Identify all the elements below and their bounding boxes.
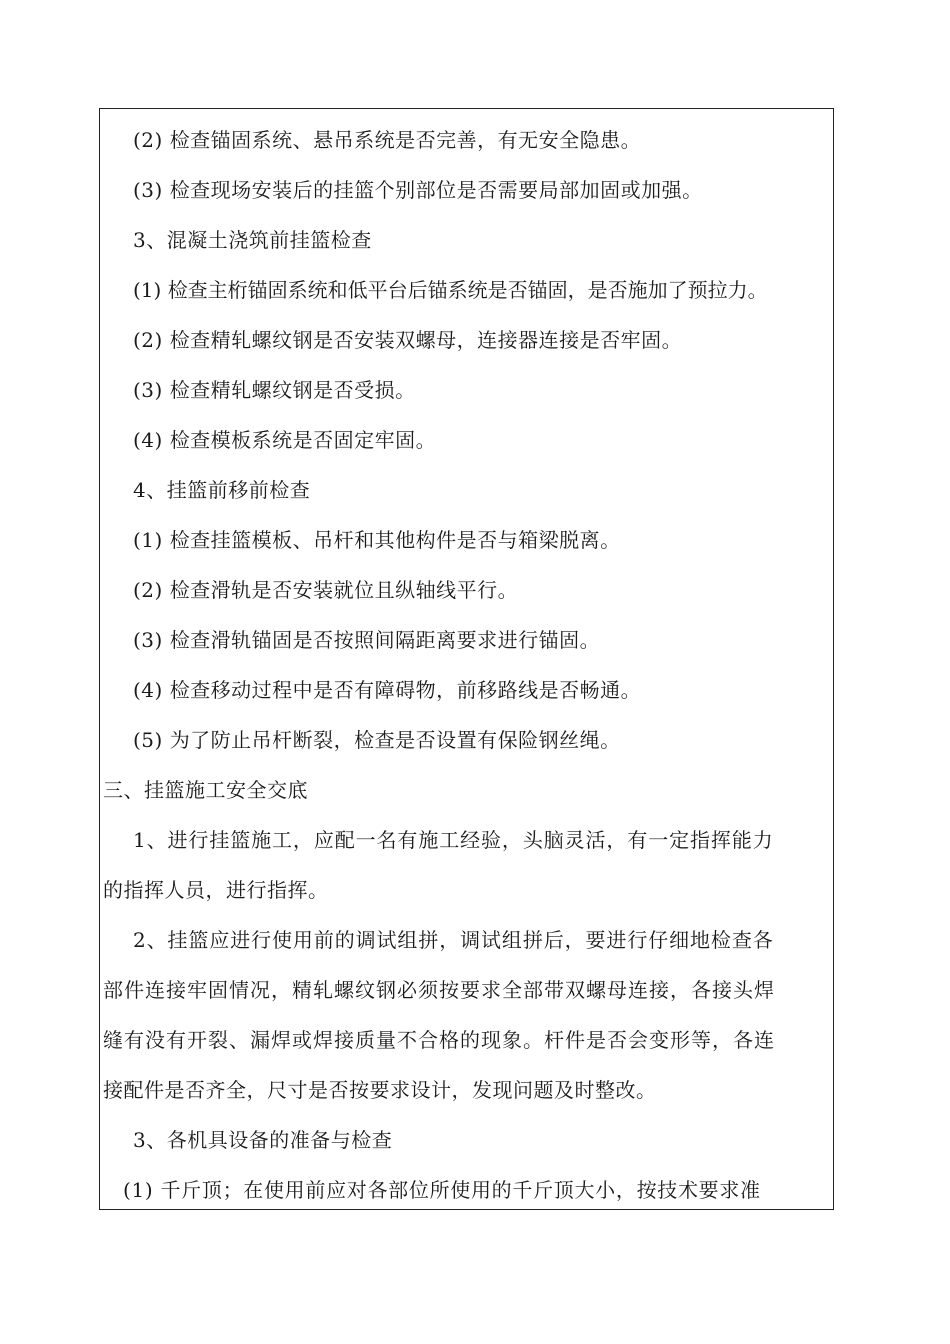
text-line: (2) 检查精轧螺纹钢是否安装双螺母，连接器连接是否牢固。	[133, 328, 683, 352]
section-heading: 3、混凝土浇筑前挂篮检查	[133, 228, 372, 252]
text-line: (3) 检查精轧螺纹钢是否受损。	[133, 378, 416, 402]
paragraph-line: 的指挥人员，进行指挥。	[103, 878, 329, 902]
section-heading: 4、挂篮前移前检查	[133, 478, 311, 502]
text-line: (4) 检查移动过程中是否有障碍物，前移路线是否畅通。	[133, 678, 642, 702]
text-line: (1) 检查挂篮模板、吊杆和其他构件是否与箱梁脱离。	[133, 528, 621, 552]
chapter-heading: 三、挂篮施工安全交底	[103, 778, 308, 802]
text-line: (4) 检查模板系统是否固定牢固。	[133, 428, 437, 452]
paragraph-line: 2、挂篮应进行使用前的调试组拼，调试组拼后，要进行仔细地检查各	[133, 928, 774, 952]
text-line: (3) 检查现场安装后的挂篮个别部位是否需要局部加固或加强。	[133, 178, 703, 202]
text-line: (5) 为了防止吊杆断裂，检查是否设置有保险钢丝绳。	[133, 728, 621, 752]
text-line: (1) 检查主桁锚固系统和低平台后锚系统是否锚固，是否施加了预拉力。	[133, 278, 768, 302]
text-line: (2) 检查锚固系统、悬吊系统是否完善，有无安全隐患。	[133, 128, 642, 152]
section-heading: 3、各机具设备的准备与检查	[133, 1128, 393, 1152]
text-line: (2) 检查滑轨是否安装就位且纵轴线平行。	[133, 578, 519, 602]
text-line: (3) 检查滑轨锚固是否按照间隔距离要求进行锚固。	[133, 628, 601, 652]
paragraph-line: 部件连接牢固情况，精轧螺纹钢必须按要求全部带双螺母连接，各接头焊	[103, 978, 775, 1002]
paragraph-line: (1) 千斤顶；在使用前应对各部位所使用的千斤顶大小，按技术要求准	[123, 1178, 761, 1202]
paragraph-line: 1、进行挂篮施工，应配一名有施工经验，头脑灵活，有一定指挥能力	[133, 828, 774, 852]
paragraph-line: 缝有没有开裂、漏焊或焊接质量不合格的现象。杆件是否会变形等，各连	[103, 1028, 775, 1052]
paragraph-line: 接配件是否齐全，尺寸是否按要求设计，发现问题及时整改。	[103, 1078, 657, 1102]
